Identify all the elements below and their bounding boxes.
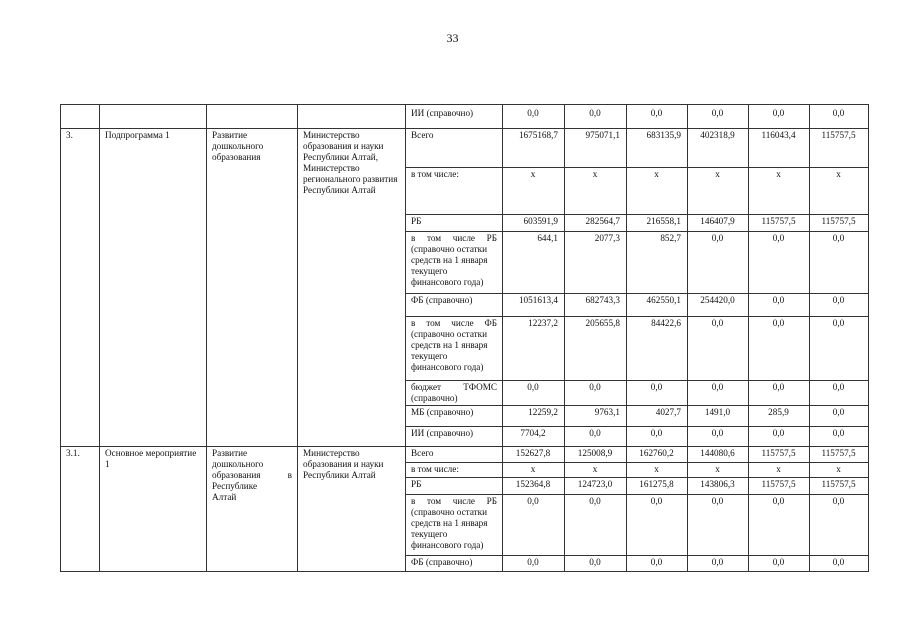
value-cell: х: [688, 168, 749, 215]
cell-executor: [298, 105, 406, 129]
value-cell: 1051613,4: [503, 294, 565, 317]
value-cell: 0,0: [565, 556, 627, 572]
row-label: [406, 381, 503, 406]
value-cell: х: [627, 168, 688, 215]
value-cell: 0,0: [688, 495, 749, 556]
value-cell: 162760,2: [627, 447, 688, 463]
row-label-rest: (справочно остатки средств на 1 января текущего финансового года): [411, 244, 488, 287]
goal-text: в: [287, 470, 292, 480]
value-cell: 0,0: [688, 232, 749, 294]
value-cell: 12237,2: [503, 317, 565, 381]
value-cell: 115757,5: [810, 129, 869, 168]
page-number: 33: [446, 31, 459, 45]
value-cell: 4027,7: [627, 406, 688, 427]
value-cell: 1675168,7: [503, 129, 565, 168]
value-cell: 1491,0: [688, 406, 749, 427]
row-label: Всего: [406, 129, 503, 168]
financing-table: [60, 104, 869, 572]
value-cell: 0,0: [810, 427, 869, 447]
value-cell: х: [749, 463, 810, 478]
value-cell: 0,0: [503, 495, 565, 556]
value-cell: 975071,1: [565, 129, 627, 168]
value-cell: х: [503, 168, 565, 215]
value-cell: х: [688, 463, 749, 478]
value-cell: 683135,9: [627, 129, 688, 168]
cell-executor: Министерство образования и науки Республики Алтай: [298, 447, 406, 572]
value-cell: 84422,6: [627, 317, 688, 381]
value-cell: 254420,0: [688, 294, 749, 317]
value-cell: 0,0: [810, 317, 869, 381]
cell-name: [100, 105, 207, 129]
row-label-rest: (справочно остатки средств на 1 января текущего финансового года): [411, 329, 488, 372]
cell-name: Основное мероприятие 1: [100, 447, 207, 572]
value-cell: 0,0: [565, 381, 627, 406]
row-label: ФБ (справочно): [406, 556, 503, 572]
row-label: ФБ (справочно): [406, 294, 503, 317]
goal-text: дошкольного: [212, 459, 264, 469]
row-label-rest: (справочно остатки средств на 1 января текущего финансового года): [411, 507, 488, 550]
value-cell: 0,0: [627, 495, 688, 556]
value-cell: 0,0: [503, 556, 565, 572]
row-label: МБ (справочно): [406, 406, 503, 427]
table-body: [61, 105, 869, 572]
value-cell: 0,0: [503, 105, 565, 129]
cell-num: 3.1.: [61, 447, 100, 572]
value-cell: 0,0: [565, 105, 627, 129]
value-cell: 152627,8: [503, 447, 565, 463]
value-cell: 115757,5: [749, 447, 810, 463]
value-cell: 143806,3: [688, 478, 749, 495]
value-cell: 146407,9: [688, 215, 749, 232]
value-cell: 0,0: [565, 495, 627, 556]
row-label: ИИ (справочно): [406, 105, 503, 129]
value-cell: 2077,3: [565, 232, 627, 294]
value-cell: 644,1: [503, 232, 565, 294]
value-cell: 0,0: [749, 317, 810, 381]
row-label-first: бюджет ТФОМС: [411, 382, 497, 392]
row-label-first: в том числе РБ: [411, 496, 497, 506]
value-cell: 462550,1: [627, 294, 688, 317]
value-cell: 0,0: [810, 381, 869, 406]
value-cell: х: [810, 168, 869, 215]
value-cell: 0,0: [749, 232, 810, 294]
value-cell: 0,0: [503, 381, 565, 406]
value-cell: 125008,9: [565, 447, 627, 463]
value-cell: 0,0: [749, 105, 810, 129]
value-cell: 0,0: [688, 381, 749, 406]
value-cell: 282564,7: [565, 215, 627, 232]
value-cell: 124723,0: [565, 478, 627, 495]
goal-text: образования: [212, 470, 261, 480]
value-cell: 216558,1: [627, 215, 688, 232]
value-cell: 115757,5: [810, 478, 869, 495]
value-cell: 115757,5: [810, 447, 869, 463]
value-cell: х: [503, 463, 565, 478]
value-cell: 0,0: [810, 232, 869, 294]
value-cell: 852,7: [627, 232, 688, 294]
value-cell: 152364,8: [503, 478, 565, 495]
value-cell: 7704,2: [503, 427, 565, 447]
value-cell: 0,0: [810, 105, 869, 129]
value-cell: 0,0: [688, 556, 749, 572]
cell-num: [61, 105, 100, 129]
value-cell: х: [810, 463, 869, 478]
row-label: [406, 317, 503, 381]
cell-num: 3.: [61, 129, 100, 447]
value-cell: х: [565, 168, 627, 215]
table-row: [61, 105, 869, 129]
value-cell: 0,0: [627, 427, 688, 447]
goal-text-line: [212, 470, 292, 481]
row-label: РБ: [406, 478, 503, 495]
row-label-first: в том числе РБ: [411, 233, 497, 243]
value-cell: 0,0: [810, 294, 869, 317]
value-cell: 603591,9: [503, 215, 565, 232]
table-row: [61, 447, 869, 463]
value-cell: 115757,5: [749, 478, 810, 495]
cell-goal: Развитие дошкольного образования: [207, 129, 298, 447]
row-label: [406, 232, 503, 294]
value-cell: 0,0: [688, 427, 749, 447]
value-cell: 0,0: [627, 381, 688, 406]
value-cell: 0,0: [810, 495, 869, 556]
value-cell: 682743,3: [565, 294, 627, 317]
cell-goal: [207, 447, 298, 572]
row-label: ИИ (справочно): [406, 427, 503, 447]
value-cell: 0,0: [749, 294, 810, 317]
value-cell: 0,0: [688, 105, 749, 129]
value-cell: 12259,2: [503, 406, 565, 427]
row-label: Всего: [406, 447, 503, 463]
value-cell: х: [565, 463, 627, 478]
cell-goal: [207, 105, 298, 129]
value-cell: 115757,5: [749, 215, 810, 232]
value-cell: х: [749, 168, 810, 215]
value-cell: 285,9: [749, 406, 810, 427]
value-cell: 0,0: [810, 556, 869, 572]
cell-executor: Министерство образования и науки Республики Алтай, Министерство регионального развития Республики Алтай: [298, 129, 406, 447]
value-cell: 0,0: [565, 427, 627, 447]
value-cell: 0,0: [749, 495, 810, 556]
row-label: в том числе:: [406, 168, 503, 215]
value-cell: 116043,4: [749, 129, 810, 168]
value-cell: 0,0: [688, 317, 749, 381]
cell-name: Подпрограмма 1: [100, 129, 207, 447]
row-label-first: в том числе ФБ: [411, 318, 497, 328]
row-label: РБ: [406, 215, 503, 232]
row-label: [406, 495, 503, 556]
goal-text: Алтай: [212, 492, 237, 502]
value-cell: 0,0: [810, 406, 869, 427]
value-cell: 205655,8: [565, 317, 627, 381]
value-cell: 0,0: [749, 556, 810, 572]
value-cell: х: [627, 463, 688, 478]
goal-text: Развитие: [212, 448, 248, 458]
row-label-rest: (справочно): [411, 393, 458, 403]
value-cell: 0,0: [749, 427, 810, 447]
value-cell: 115757,5: [810, 215, 869, 232]
value-cell: 0,0: [627, 105, 688, 129]
value-cell: 9763,1: [565, 406, 627, 427]
goal-text: Республике: [212, 481, 258, 491]
row-label: в том числе:: [406, 463, 503, 478]
value-cell: 161275,8: [627, 478, 688, 495]
value-cell: 144080,6: [688, 447, 749, 463]
table-row: [61, 129, 869, 168]
value-cell: 402318,9: [688, 129, 749, 168]
value-cell: 0,0: [749, 381, 810, 406]
value-cell: 0,0: [627, 556, 688, 572]
